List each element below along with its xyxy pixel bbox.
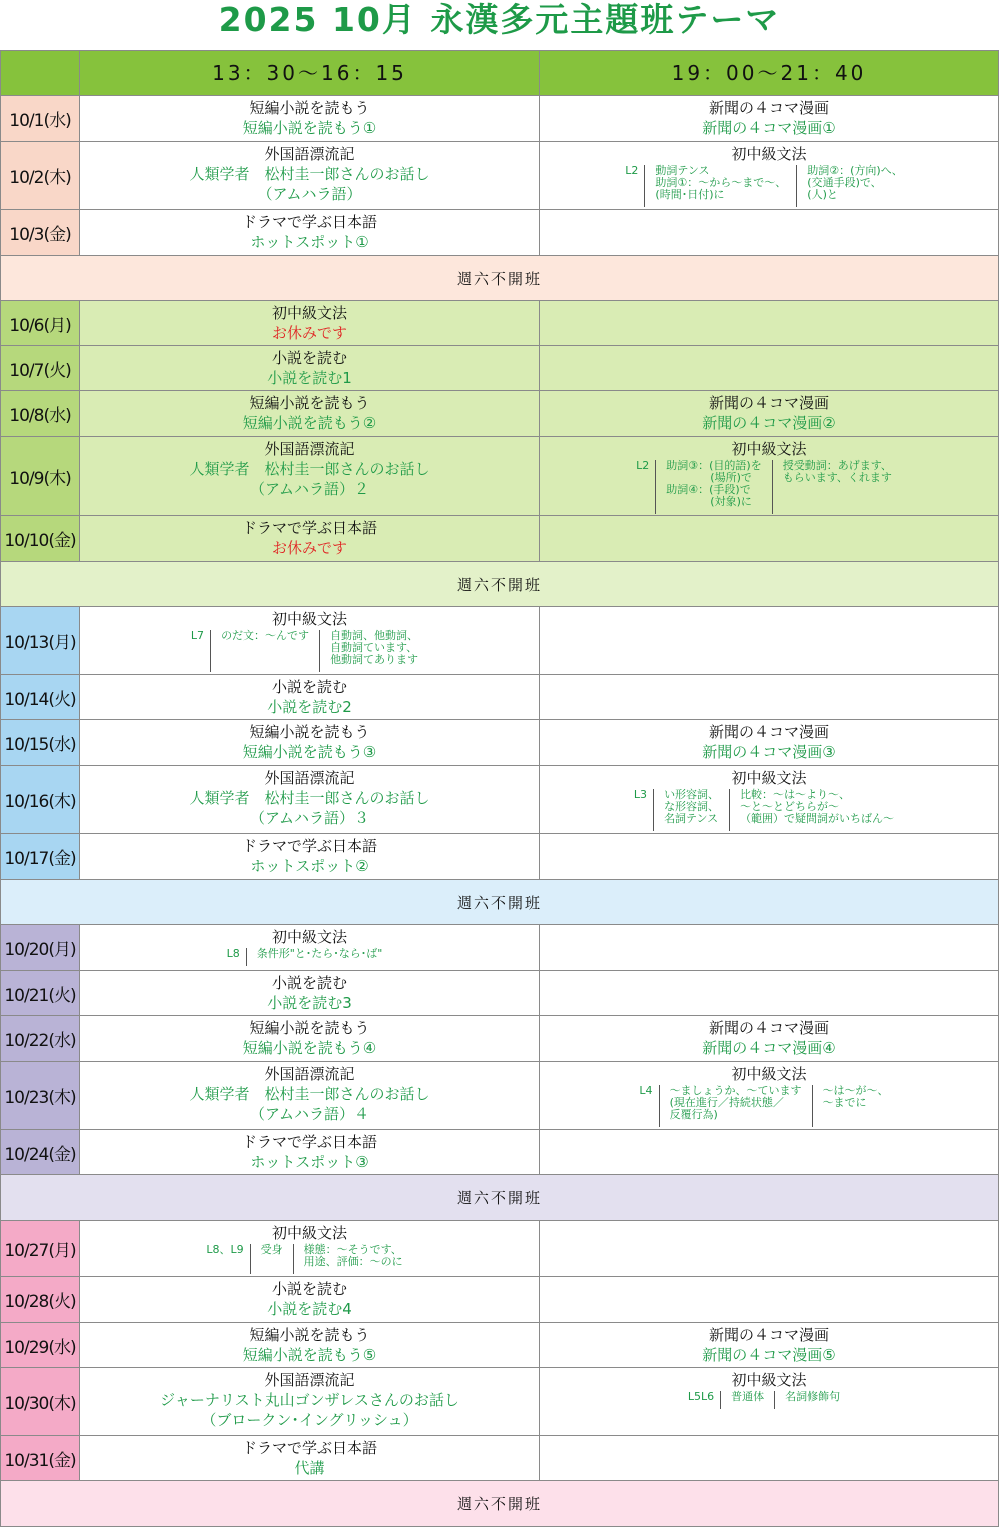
grammar-point: 受身: [250, 1244, 293, 1274]
class-title: 新聞の４コマ漫画: [708, 1019, 829, 1037]
class-title: 初中級文法: [271, 928, 347, 946]
afternoon-class-cell: [80, 720, 540, 766]
evening-class-cell: [540, 720, 999, 766]
grammar-detail: [80, 948, 539, 966]
class-title: 初中級文法: [271, 610, 347, 628]
date-cell: 10/9(木): [0, 437, 80, 516]
date-cell: 10/13(月): [0, 607, 80, 675]
class-subtitle: ジャーナリスト丸山ゴンザレスさんのお話し: [160, 1391, 459, 1409]
class-title: 新聞の４コマ漫画: [708, 723, 829, 741]
class-subtitle: 短編小説を読もう②: [242, 414, 377, 432]
evening-class-cell: [540, 1436, 999, 1481]
evening-class-cell: [540, 925, 999, 971]
grammar-point: 様態：～そうです、 用途、評価：～のに: [293, 1244, 413, 1274]
date-cell: 10/8(水): [0, 391, 80, 437]
class-subtitle: 人類学者 松村圭一郎さんのお話し: [189, 1085, 430, 1103]
class-title: 小説を読む: [271, 974, 347, 992]
class-subtitle: 新聞の４コマ漫画①: [702, 119, 836, 137]
class-title: 新聞の４コマ漫画: [708, 99, 829, 117]
evening-class-cell: [540, 1277, 999, 1323]
date-cell: 10/14(火): [0, 675, 80, 720]
class-title: 外国語漂流記: [264, 769, 355, 787]
class-title: 外国語漂流記: [264, 440, 355, 458]
date-cell: 10/16(木): [0, 766, 80, 834]
class-title: ドラマで学ぶ日本語: [241, 1439, 377, 1457]
class-title: 短編小説を読もう: [249, 1326, 370, 1344]
evening-class-cell: [540, 834, 999, 880]
grammar-point: 条件形"と･たら･なら･ば": [246, 948, 393, 966]
class-title: 初中級文法: [731, 440, 807, 458]
evening-class-cell: [540, 516, 999, 562]
class-title: ドラマで学ぶ日本語: [241, 1133, 377, 1151]
date-cell: 10/22(水): [0, 1016, 80, 1062]
page-title: 2025 10月 永漢多元主題班テーマ: [218, 0, 781, 39]
date-cell: 10/10(金): [0, 516, 80, 562]
saturday-closed-row: 週六不開班: [0, 1481, 999, 1527]
class-subtitle: お休みです: [271, 324, 347, 342]
date-cell: 10/24(金): [0, 1130, 80, 1175]
date-cell: 10/3(金): [0, 210, 80, 256]
afternoon-class-cell: [80, 301, 540, 346]
date-cell: 10/21(火): [0, 971, 80, 1016]
grammar-detail: [540, 165, 998, 207]
evening-class-cell: [540, 675, 999, 720]
grammar-detail: [540, 1085, 998, 1127]
lesson-label: L7: [190, 629, 205, 642]
afternoon-class-cell: [80, 925, 540, 971]
class-title: 小説を読む: [271, 1280, 347, 1298]
afternoon-class-cell: [80, 834, 540, 880]
class-subtitle: 小説を読む3: [267, 994, 352, 1012]
date-cell: 10/30(木): [0, 1368, 80, 1436]
evening-class-cell: [540, 971, 999, 1016]
header-afternoon-slot: 13：30〜16：15: [80, 50, 540, 96]
date-cell: 10/23(木): [0, 1062, 80, 1130]
evening-class-cell: [540, 1323, 999, 1368]
class-subtitle: ホットスポット②: [250, 857, 369, 875]
class-subtitle-2: （ブロークン･イングリッシュ）: [201, 1411, 418, 1429]
lesson-label: L2: [636, 459, 650, 472]
grammar-point: 自動詞、他動詞、 自動詞ています、 他動詞てあります: [319, 630, 428, 672]
grammar-point: 動詞テンス 助詞①：～から～まで～、 (時間･日付)に: [644, 165, 796, 207]
class-subtitle: 新聞の４コマ漫画③: [702, 743, 836, 761]
grammar-point: 普通体: [720, 1391, 774, 1409]
class-title: 短編小説を読もう: [249, 1019, 370, 1037]
evening-class-cell: [540, 210, 999, 256]
evening-class-cell: [540, 1016, 999, 1062]
afternoon-class-cell: [80, 1130, 540, 1175]
class-subtitle-2: （アムハラ語）２: [250, 480, 369, 498]
date-cell: 10/29(水): [0, 1323, 80, 1368]
saturday-closed-row: 週六不開班: [0, 880, 999, 925]
class-subtitle-2: （アムハラ語）３: [250, 809, 369, 827]
class-title: 初中級文法: [271, 1224, 347, 1242]
class-title: 初中級文法: [731, 1371, 807, 1389]
grammar-point: 名詞修飾句: [774, 1391, 850, 1409]
afternoon-class-cell: [80, 1016, 540, 1062]
evening-class-cell: [540, 142, 999, 210]
date-cell: 10/1(水): [0, 96, 80, 142]
class-title: 新聞の４コマ漫画: [708, 1326, 829, 1344]
lesson-label: L5L6: [687, 1390, 715, 1403]
class-title: 短編小説を読もう: [249, 394, 370, 412]
class-subtitle: 小説を読む2: [267, 698, 352, 716]
class-subtitle: お休みです: [271, 539, 347, 557]
evening-class-cell: [540, 607, 999, 675]
grammar-point: のだ文：～んです: [210, 630, 319, 672]
afternoon-class-cell: [80, 346, 540, 391]
class-title: 初中級文法: [731, 769, 807, 787]
date-cell: 10/27(月): [0, 1221, 80, 1277]
afternoon-class-cell: [80, 675, 540, 720]
class-title: 短編小説を読もう: [249, 99, 370, 117]
evening-class-cell: [540, 391, 999, 437]
grammar-detail: [80, 1244, 539, 1274]
evening-class-cell: [540, 301, 999, 346]
grammar-detail: [540, 460, 998, 514]
class-subtitle: 人類学者 松村圭一郎さんのお話し: [189, 460, 430, 478]
afternoon-class-cell: [80, 1368, 540, 1436]
class-subtitle: 新聞の４コマ漫画④: [702, 1039, 836, 1057]
date-cell: 10/31(金): [0, 1436, 80, 1481]
class-title: 小説を読む: [271, 678, 347, 696]
evening-class-cell: [540, 1130, 999, 1175]
afternoon-class-cell: [80, 971, 540, 1016]
evening-class-cell: [540, 346, 999, 391]
grammar-point: 助詞③：(目的語)を (場所)で 助詞④：(手段)で (対象)に: [655, 460, 771, 514]
class-title: 外国語漂流記: [264, 1065, 355, 1083]
afternoon-class-cell: [80, 1277, 540, 1323]
grammar-point: ～は～が～、 ～までに: [812, 1085, 899, 1127]
grammar-detail: [540, 1391, 998, 1409]
afternoon-class-cell: [80, 766, 540, 834]
class-title: ドラマで学ぶ日本語: [241, 519, 377, 537]
class-subtitle: 小説を読む4: [267, 1300, 352, 1318]
lesson-label: L8、L9: [206, 1243, 244, 1256]
evening-class-cell: [540, 96, 999, 142]
class-title: ドラマで学ぶ日本語: [241, 837, 377, 855]
evening-class-cell: [540, 1221, 999, 1277]
class-title: 外国語漂流記: [264, 1371, 355, 1389]
evening-class-cell: [540, 437, 999, 516]
class-title: 小説を読む: [271, 349, 347, 367]
afternoon-class-cell: [80, 607, 540, 675]
grammar-point: ～ましょうか、～ています (現在進行／持続状態／ 反覆行為): [659, 1085, 812, 1127]
grammar-point: 授受動詞：あげます、 もらいます、くれます: [772, 460, 902, 514]
grammar-point: い形容詞、 な形容詞、 名詞テンス: [653, 789, 729, 831]
class-subtitle-2: （アムハラ語）: [257, 185, 362, 203]
class-title: 初中級文法: [731, 145, 807, 163]
saturday-closed-row: 週六不開班: [0, 562, 999, 607]
class-subtitle: 短編小説を読もう①: [242, 119, 377, 137]
date-cell: 10/20(月): [0, 925, 80, 971]
afternoon-class-cell: [80, 1221, 540, 1277]
class-subtitle: 短編小説を読もう④: [242, 1039, 377, 1057]
class-title: ドラマで学ぶ日本語: [241, 213, 377, 231]
class-title: 初中級文法: [271, 304, 347, 322]
evening-class-cell: [540, 1368, 999, 1436]
date-cell: 10/17(金): [0, 834, 80, 880]
class-subtitle: 新聞の４コマ漫画⑤: [702, 1346, 836, 1364]
class-subtitle: ホットスポット③: [250, 1153, 369, 1171]
class-subtitle: ホットスポット①: [250, 233, 369, 251]
saturday-closed-row: 週六不開班: [0, 256, 999, 301]
lesson-label: L2: [625, 164, 639, 177]
class-subtitle: 短編小説を読もう③: [242, 743, 377, 761]
class-title: 短編小説を読もう: [249, 723, 370, 741]
grammar-detail: [540, 789, 998, 831]
date-cell: 10/2(木): [0, 142, 80, 210]
evening-class-cell: [540, 766, 999, 834]
class-subtitle: 新聞の４コマ漫画②: [702, 414, 836, 432]
lesson-label: L3: [633, 788, 648, 801]
afternoon-class-cell: [80, 210, 540, 256]
date-cell: 10/28(火): [0, 1277, 80, 1323]
grammar-point: 助詞②：(方向)へ、 (交通手段)で、 (人)と: [796, 165, 912, 207]
class-title: 初中級文法: [731, 1065, 807, 1083]
class-subtitle-2: （アムハラ語）４: [250, 1105, 369, 1123]
afternoon-class-cell: [80, 1323, 540, 1368]
lesson-label: L8: [226, 947, 240, 960]
afternoon-class-cell: [80, 1062, 540, 1130]
header-blank-cell: [0, 50, 80, 96]
afternoon-class-cell: [80, 437, 540, 516]
class-subtitle: 代講: [294, 1459, 325, 1477]
class-subtitle: 人類学者 松村圭一郎さんのお話し: [189, 165, 430, 183]
afternoon-class-cell: [80, 1436, 540, 1481]
afternoon-class-cell: [80, 516, 540, 562]
saturday-closed-row: 週六不開班: [0, 1175, 999, 1221]
class-title: 新聞の４コマ漫画: [708, 394, 829, 412]
grammar-point: 比較：～は～より～、 ～と～とどちらが～ （範囲）で疑問詞がいちばん～: [729, 789, 904, 831]
class-subtitle: 短編小説を読もう⑤: [242, 1346, 377, 1364]
grammar-detail: [80, 630, 539, 672]
date-cell: 10/7(火): [0, 346, 80, 391]
afternoon-class-cell: [80, 96, 540, 142]
date-cell: 10/6(月): [0, 301, 80, 346]
class-title: 外国語漂流記: [264, 145, 355, 163]
afternoon-class-cell: [80, 391, 540, 437]
date-cell: 10/15(水): [0, 720, 80, 766]
afternoon-class-cell: [80, 142, 540, 210]
lesson-label: L4: [639, 1084, 653, 1097]
class-subtitle: 小説を読む1: [267, 369, 352, 387]
evening-class-cell: [540, 1062, 999, 1130]
header-evening-slot: 19：00〜21：40: [540, 50, 999, 96]
class-subtitle: 人類学者 松村圭一郎さんのお話し: [189, 789, 430, 807]
